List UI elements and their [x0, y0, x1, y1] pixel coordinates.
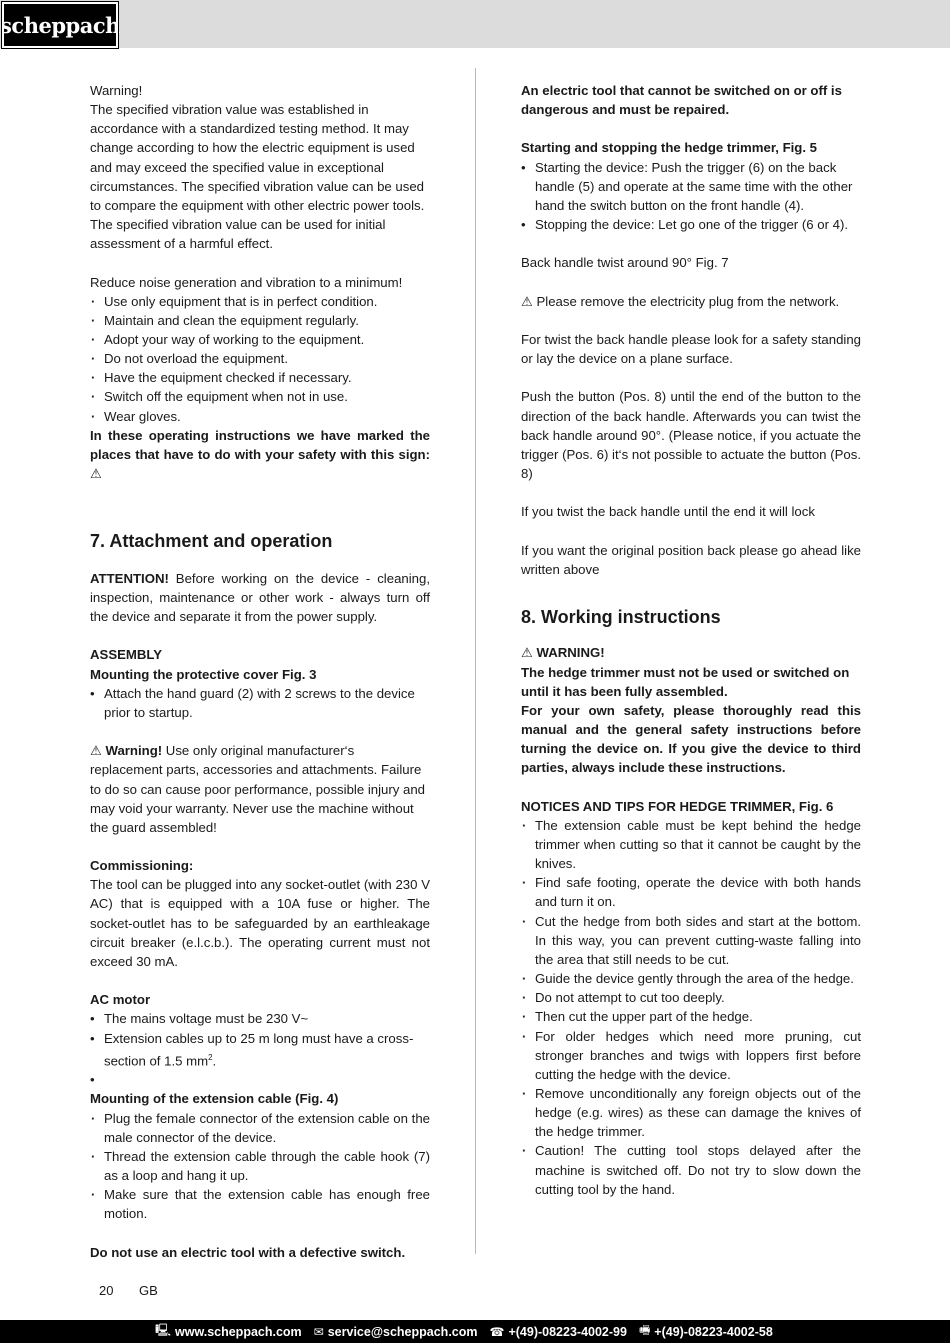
warning-icon: ⚠	[90, 743, 102, 759]
twist-text: For twist the back handle please look for a safety standing or lay the device on a plane surface.	[521, 331, 861, 367]
list-item: · Adopt your way of working to the equipment.	[90, 330, 430, 349]
switch-warning: An electric tool that cannot be switched on or off is dangerous and must be repaired.	[521, 83, 842, 118]
list-item: · Find safe footing, operate the device with both hands and turn it on.	[521, 873, 861, 911]
list-item: · Wear gloves.	[90, 407, 430, 426]
warning-text: The specified vibration value was established in accordance with a standardized testing method. It may change according to how the electric equipment is used and may exceed the specified value in exceptional circumstances. The specified vibration value can be used to compare the equipment with other electric power tools.	[90, 102, 425, 213]
right-column	[521, 81, 861, 1199]
mounting-cover-list	[90, 684, 430, 722]
footer-bar	[0, 1320, 950, 1343]
list-item: · Make sure that the extension cable has enough free motion.	[90, 1185, 430, 1223]
list-item: · Caution! The cutting tool stops delayed after the machine is switched off. Do not try to slow down the cutting tool by the hand.	[521, 1141, 861, 1198]
plug-note: ⚠ Please remove the electricity plug from the network.	[521, 293, 840, 309]
attention-paragraph	[90, 569, 430, 626]
warning-text-2: The specified vibration value can be used for initial assessment of a harmful effect.	[90, 217, 386, 252]
list-item: · Switch off the equipment when not in use.	[90, 387, 430, 406]
defective-switch-note: Do not use an electric tool with a defective switch.	[90, 1244, 406, 1260]
list-item: · Use only equipment that is in perfect condition.	[90, 292, 430, 311]
footer-mail[interactable]	[314, 1325, 478, 1339]
list-item: · Then cut the upper part of the hedge.	[521, 1007, 861, 1026]
list-item	[90, 1070, 430, 1089]
assembly-title: ASSEMBLY	[90, 647, 163, 663]
list-item: · Guide the device gently through the area of the hedge.	[521, 969, 861, 988]
list-item: · Do not overload the equipment.	[90, 349, 430, 368]
computer-icon: 🖳	[155, 1323, 172, 1337]
commissioning-title: Commissioning:	[90, 858, 194, 874]
section-7-title: 7. Attachment and operation	[90, 530, 333, 551]
ac-motor-list	[90, 1009, 430, 1089]
footer-fax-text: +(49)-08223-4002-58	[654, 1324, 773, 1339]
footer-fax	[639, 1321, 773, 1342]
commissioning-text: The tool can be plugged into any socket-outlet (with 230 V AC) that is equipped with a 10A fuse or higher. The socket-outlet has to be safeguarded by an earthleakage circuit breaker (e.l.c.b.). The operating current must not exceed 30 mA.	[90, 877, 430, 969]
phone-icon: ☎	[489, 1324, 505, 1339]
footer-phone	[490, 1325, 627, 1339]
original-text: If you want the original position back please go ahead like written above	[521, 542, 861, 577]
warning-text-1: The hedge trimmer must not be used or switched on until it has been fully assembled.	[521, 664, 850, 699]
reduce-list	[90, 292, 430, 426]
left-column	[90, 81, 430, 1262]
attention-text: Before working on the device - cleaning, inspection, maintenance or other work - always turn off the device and separate it from the power supply.	[90, 570, 430, 625]
safety-sign-note: In these operating instructions we have marked the places that have to do with your safety with this sign: ⚠	[90, 427, 430, 482]
list-item: · Thread the extension cable through the cable hook (7) as a loop and hang it up.	[90, 1147, 430, 1185]
notices-title: NOTICES AND TIPS FOR HEDGE TRIMMER, Fig. 6	[521, 798, 834, 814]
section-8-title: 8. Working instructions	[521, 607, 721, 628]
ac-motor-title: AC motor	[90, 992, 151, 1008]
ext-cable-list	[90, 1109, 430, 1224]
mounting-cover-title: Mounting the protective cover Fig. 3	[90, 666, 317, 682]
push-text: Push the button (Pos. 8) until the end of the button to the direction of the back handle. Afterwards you can twist the back handle around 90°. (Please notice, if you actuate the trigger (Pos. 6) it‘s not possible to actuate the button (Pos. 8)	[521, 389, 861, 482]
list-item: • The mains voltage must be 230 V~	[90, 1009, 430, 1028]
column-divider	[475, 68, 476, 1254]
warning-2-text: Use only original manufacturer‘s replacement parts, accessories and attachments. Failure to do so can cause poor performance, possible injury and may void your warranty. Never use the machine without the guard assembled!	[90, 743, 426, 835]
lock-text: If you twist the back handle until the end it will lock	[521, 504, 815, 520]
page-number: 20	[99, 1283, 114, 1298]
footer-phone-text: +(49)-08223-4002-99	[508, 1324, 627, 1339]
page-language: GB	[139, 1283, 158, 1298]
list-item: · The extension cable must be kept behind the hedge trimmer when cutting so that it cannot be caught by the knives.	[521, 816, 861, 873]
fax-icon: 🖷	[638, 1323, 651, 1337]
notices-list	[521, 816, 861, 1199]
list-item: · Plug the female connector of the extension cable on the male connector of the device.	[90, 1109, 430, 1147]
list-item: · Cut the hedge from both sides and start at the bottom. In this way, you can prevent cutting-waste falling into the area that still needs to be cut.	[521, 912, 861, 969]
list-item: · Have the equipment checked if necessary.	[90, 368, 430, 387]
list-item: · For older hedges which need more pruning, cut stronger branches and twigs with loppers first before cutting the hedge with the device.	[521, 1027, 861, 1084]
list-item: • Stopping the device: Let go one of the trigger (6 or 4).	[521, 215, 861, 234]
attention-label: ATTENTION!	[90, 570, 169, 586]
start-stop-title: Starting and stopping the hedge trimmer, Fig. 5	[521, 140, 818, 156]
footer-web-text: www.scheppach.com	[175, 1324, 302, 1339]
warning-2-label: Warning!	[101, 743, 163, 759]
reduce-title: Reduce noise generation and vibration to a minimum!	[90, 274, 403, 290]
mail-icon: ✉	[313, 1324, 324, 1339]
list-item: • Extension cables up to 25 m long must have a cross-section of 1.5 $mm^2$.	[90, 1029, 430, 1071]
brand-logo-text: scheppach	[0, 12, 120, 38]
list-item: · Remove unconditionally any foreign objects out of the hedge (e.g. wires) as these can damage the knives of the hedge trimmer.	[521, 1084, 861, 1141]
list-item: · Maintain and clean the equipment regularly.	[90, 311, 430, 330]
list-item: · Do not attempt to cut too deeply.	[521, 988, 861, 1007]
back-handle-title: Back handle twist around 90° Fig. 7	[521, 255, 729, 271]
list-item: • Attach the hand guard (2) with 2 screws to the device prior to startup.	[90, 684, 430, 722]
brand-logo	[2, 2, 118, 48]
list-item: • Starting the device: Push the trigger (6) on the back handle (5) and operate at the same time with the other hand the switch button on the front handle (4).	[521, 158, 861, 215]
ext-cable-title: Mounting of the extension cable (Fig. 4)	[90, 1091, 339, 1107]
start-stop-list	[521, 158, 861, 235]
footer-mail-text: service@scheppach.com	[327, 1324, 478, 1339]
warning-heading: ⚠ WARNING!	[521, 645, 605, 661]
header-band	[0, 0, 950, 48]
warning-title: Warning!	[90, 83, 143, 98]
footer-web[interactable]	[155, 1321, 302, 1342]
warning-text-2: For your own safety, please thoroughly read this manual and the general safety instructions before turning the device on. If you give the device to third parties, always include these instructions.	[521, 702, 861, 776]
warning-2-paragraph	[90, 741, 430, 837]
